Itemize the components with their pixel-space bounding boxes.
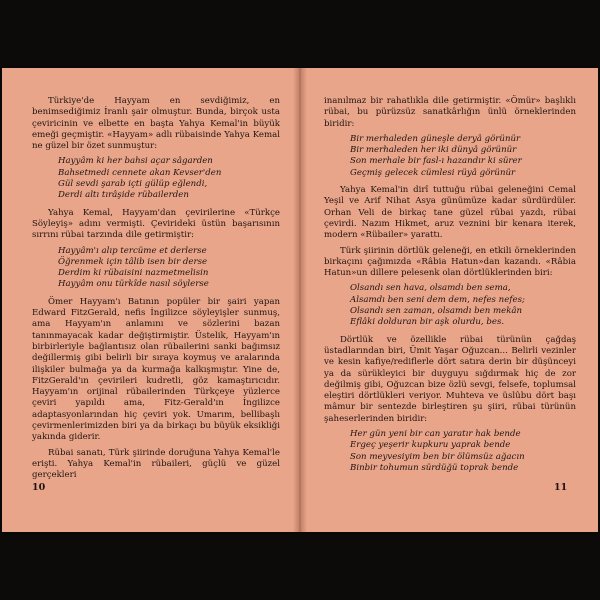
quatrain [350, 283, 576, 328]
right-page-text [324, 96, 576, 480]
verse-line: Binbir tohumun sürdüğü toprak bende [350, 462, 519, 473]
paragraph: Yahya Kemal, Hayyam'dan çevirilerine «Türkçe Söyleyiş» adını vermişti. Çevirideki üstün başarısının sırrını rübai tarzında dile getirmiştir: [32, 207, 280, 241]
left-page-text [32, 96, 280, 486]
verse-line: Her gün yeni bir can yaratır hak bende [350, 429, 521, 440]
verse-line: Eflâki dolduran bir aşk olurdu, bes. [350, 317, 505, 328]
verse-line: Olsandı sen zaman, olsamdı ben mekân [350, 306, 523, 317]
verse-line: Bir merhaleden güneşle deryâ görünür [350, 133, 521, 144]
quatrain [58, 156, 280, 201]
paragraph: Türk şiirinin dörtlük geleneği, en etkili örneklerinden birkaçını çağımızda «Râbia Hatun»dan kazandı. «Râbia Hatun»un dillere pelesenk olan dörtlüklerinden biri: [324, 245, 576, 279]
quatrain [58, 246, 280, 291]
paragraph: Yahya Kemal'in dirî tuttuğu rübai geleneğini Cemal Yeşil ve Arif Nihat Asya günümüze kadar sürdürdüler. Orhan Veli de birkaç tane güzel rübai yazdı, rübai çevirdi. Nazım Hikmet, aruz veznini bir kenara iterek, modern «Rübailer» yarattı. [324, 185, 576, 241]
verse-line: Son merhale bir fasl-ı hazandır ki sürer [350, 156, 522, 167]
paragraph: Dörtlük ve özellikle rübai türünün çağdaş üstadlarından biri, Ümit Yaşar Oğuzcan... Belirli vezinler ve kesin kafiye/rediflerle dört satıra derin bir düşünceyi ya da sürükleyici bir duyguyu sığdırmak hiç de zor değilmiş gibi, Oğuzcan bize özlü sevgi, felsefe, toplumsal eleştiri dörtlükleri veriyor. Muhteva ve üslûbu dört başı mâmur bir sentezde birleştiren şu şiiri, rübai türünün şaheserlerinden biridir: [324, 334, 576, 424]
book-spread [2, 68, 598, 532]
paragraph: Ömer Hayyam'ı Batının popüler bir şairi yapan Edward FitzGerald, nefis İngilizce söyleyişler sunmuş, ama Hayyam'ın anlamını ve sözlerini bazan tanınmayacak kadar değiştirmiştir. Üstelik, Hayyam'ın birbirleriyle bağlantısız olan rübailerini sanki bağımsız değillermiş gibi belirli bir sıraya koymuş ve aralarında ilişkiler bulmağa ya da kurmağa kalkışmıştır. Yine de, FitzGerald'ın çevirileri kudretli, göz kamaştırıcıdır. Hayyam'ın orijinal rübailerinden Türkçeye yüzlerce çeviri yapıldı ama, Fitz-Gerald'ın İngilizce adaptasyonlarından hiç çeviri yok. Umarım, bellibaşlı çevirmenlerimizden biri ya da birkaçı bu büyük eksikliği yakında giderir. [32, 296, 280, 443]
paragraph: Türkiye'de Hayyam en sevdiğimiz, en benimsediğimiz İranlı şair olmuştur. Bunda, birçok usta çeviricinin ve elbette en başta Yahya Kemal'in büyük emeği geçmiştir. «Hayyam» adlı rübaisinde Yahya Kemal ne güzel bir özet sunmuştur: [32, 96, 280, 152]
verse-line: Ergeç yeşerir kupkuru yaprak bende [350, 440, 511, 451]
right-page [306, 68, 598, 532]
verse-line: Derdim ki rübaisini nazmetmelisin [58, 268, 209, 279]
verse-line: Öğrenmek için tâlib isen bir derse [58, 256, 208, 267]
quatrain [350, 134, 576, 179]
paragraph-continuation: inanılmaz bir rahatlıkla dile getirmiştir. «Ömür» başlıklı rübai, bu pürüzsüz sanatkârlığın ünlü örneklerinden biridir: [324, 96, 576, 129]
verse-line: Olsandı sen hava, olsamdı ben sema, [350, 283, 511, 294]
verse-line: Bir merhaleden her iki dünyâ görünür [350, 145, 517, 156]
verse-line: Geçmiş gelecek cümlesi rüyâ görünür [350, 167, 516, 178]
verse-line: Hayyâm'ı alıp tercüme et derlerse [58, 245, 207, 256]
verse-line: Hayyâm onu türkîde nasıl söylerse [58, 279, 209, 290]
verse-line: Derdi altı tırâşide rübailerden [58, 190, 189, 201]
verse-line: Hayyâm ki her bahsi açar sâgarden [58, 156, 213, 167]
verse-line: Gül sevdi şarab içti gülüp eğlendi, [58, 179, 208, 190]
quatrain [350, 429, 576, 474]
left-page [2, 68, 294, 532]
page-number: 10 [32, 482, 46, 493]
verse-line: Son meyvesiyim ben bir ölümsüz ağacın [350, 451, 525, 462]
page-number: 11 [554, 482, 568, 493]
verse-line: Bahsetmedi cennete akan Kevser'den [58, 167, 222, 178]
paragraph: Rübai sanatı, Türk şiirinde doruğuna Yahya Kemal'le erişti. Yahya Kemal'in rübaileri, güçlü ve güzel gerçekleri [32, 447, 280, 481]
verse-line: Alsamdı ben seni dem dem, nefes nefes; [350, 294, 525, 305]
book-gutter [293, 68, 307, 532]
